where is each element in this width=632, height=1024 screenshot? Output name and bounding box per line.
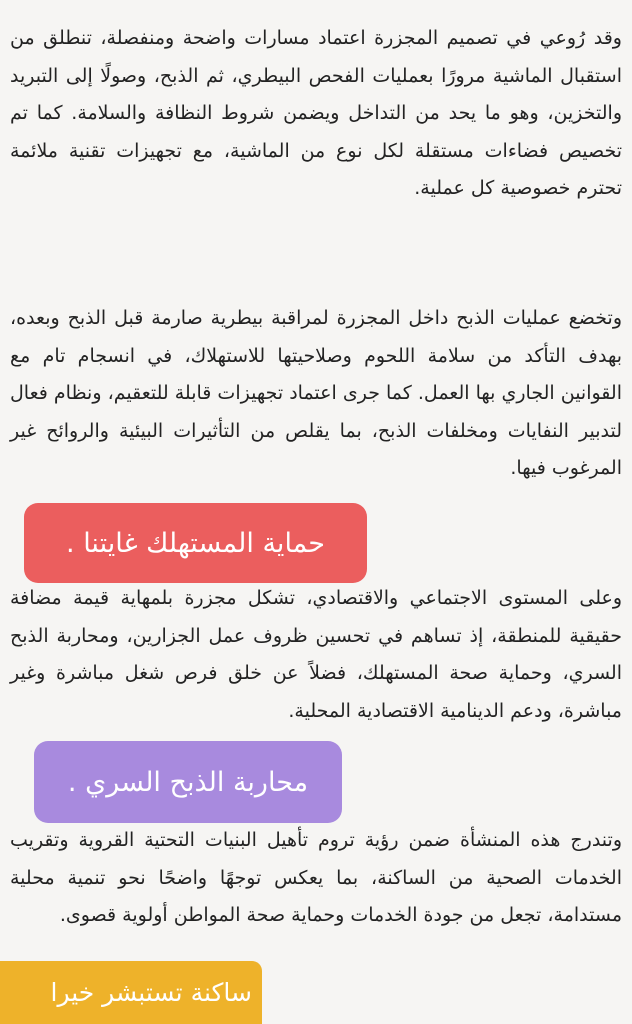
paragraph-design: وقد رُوعي في تصميم المجزرة اعتماد مسارات واضحة ومنفصلة، تنطلق من استقبال الماشية مرورًا بعمليات الفحص البيطري، ثم الذبح، وصولًا إلى التبريد والتخزين، وهو ما يحد من التداخل ويضمن شروط النظافة والسلامة. كما تم تخصيص فضاءات مستقلة لكل نوع من الماشية، مع تجهيزات تقنية ملائمة تحترم خصوصية كل عملية. xyxy=(10,27,622,199)
paragraph-socioeconomic: وعلى المستوى الاجتماعي والاقتصادي، تشكل مجزرة بلمهاية قيمة مضافة حقيقية للمنطقة، إذ تساهم في تحسين ظروف عمل الجزارين، ومحاربة الذبح السري، وحماية صحة المستهلك، فضلاً عن خلق فرص شغل مباشرة وغير مباشرة، ودعم الدينامية الاقتصادية المحلية. xyxy=(10,587,622,722)
paragraph-veterinary: وتخضع عمليات الذبح داخل المجزرة لمراقبة بيطرية صارمة قبل الذبح وبعده، بهدف التأكد من سلامة اللحوم وصلاحيتها للاستهلاك، في انسجام تام مع القوانين الجاري بها العمل. كما جرى اعتماد تجهيزات قابلة للتعقيم، ونظام فعال لتدبير النفايات ومخلفات الذبح، بما يقلص من التأثيرات البيئية والروائح غير المرغوب فيها. xyxy=(10,307,622,479)
illegal-slaughter-tag: محاربة الذبح السري . xyxy=(34,741,342,823)
residents-hopeful-tag: ساكنة تستبشر خيرا xyxy=(0,961,262,1024)
consumer-protection-tag: حماية المستهلك غايتنا . xyxy=(24,503,367,583)
paragraph-vision: وتندرج هذه المنشأة ضمن رؤية تروم تأهيل البنيات التحتية القروية وتقريب الخدمات الصحية من الساكنة، بما يعكس توجهًا واضحًا نحو تنمية محلية مستدامة، تجعل من جودة الخدمات وحماية صحة المواطن أولوية قصوى. xyxy=(10,829,622,926)
